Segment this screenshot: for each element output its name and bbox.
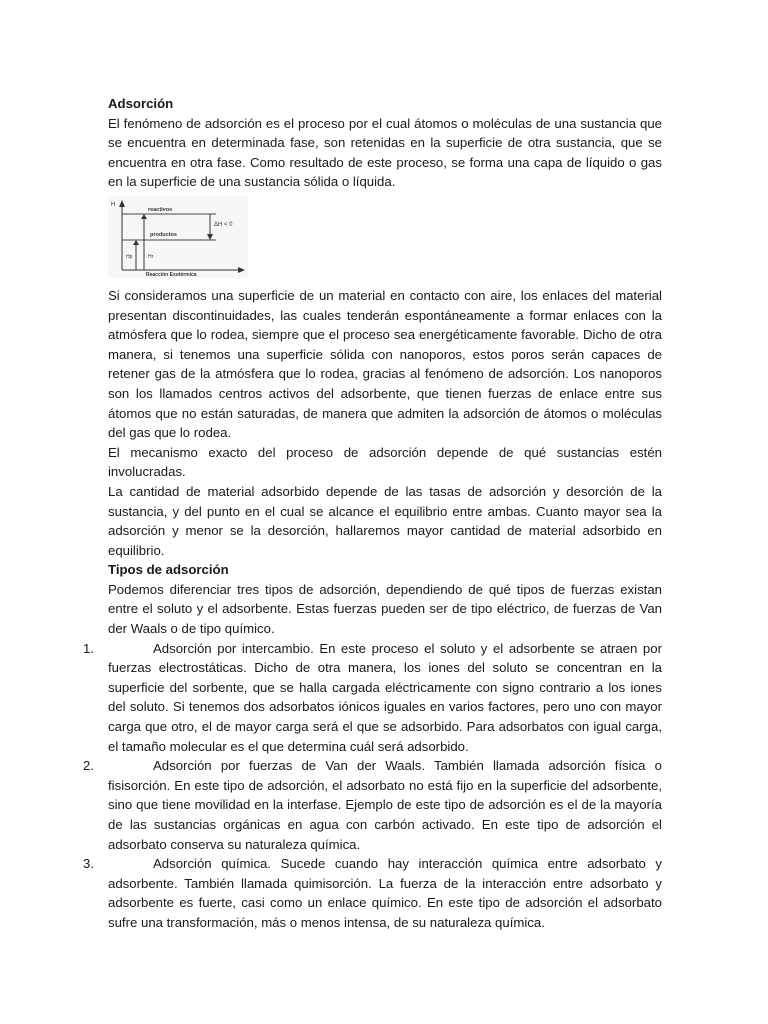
adsorption-types-list xyxy=(83,639,662,933)
document-page xyxy=(83,94,662,933)
list-item-number: 1. xyxy=(83,640,94,656)
list-item xyxy=(83,854,662,932)
list-item xyxy=(83,639,662,757)
section-heading-tipos: Tipos de adsorción xyxy=(108,562,229,578)
list-item-text: Adsorción por intercambio. En este proceso el soluto y el adsorbente se atraen por fuerzas electrostáticas. Dicho de otra manera, los iones del soluto se concentran en la superficie del sorbente, que se halla cargada eléctricamente con signo contrario a los iones del soluto. Si tenemos dos adsorbatos iónicos iguales en varios factores, pero uno con mayor carga que otro, el de mayor carga será el que se adsorbido. Para adsorbatos con igual carga, el tamaño molecular es el que determina cuál será adsorbido. xyxy=(108,640,662,754)
paragraph-types-intro: Podemos diferenciar tres tipos de adsorción, dependiendo de qué tipos de fuerzas existan entre el soluto y el adsorbente. Estas fuerzas pueden ser de tipo eléctrico, de fuerzas de Van der Waals o de tipo químico. xyxy=(108,581,662,637)
energy-diagram-svg xyxy=(108,196,248,278)
list-item-number: 3. xyxy=(83,856,94,872)
h-axis-label: H xyxy=(111,201,116,208)
diagram-caption: Reacción Exotérmica xyxy=(146,271,197,278)
reactivos-label: reactivos xyxy=(148,206,173,213)
paragraph-mechanism: El mecanismo exacto del proceso de adsorción depende de qué sustancias estén involucradas. xyxy=(108,444,662,480)
paragraph-intro: El fenómeno de adsorción es el proceso por el cual átomos o moléculas de una sustancia que se encuentra en determinada fase, son retenidas en la superficie de otra sustancia, que se encuentra en otra fase. Como resultado de este proceso, se forma una capa de líquido o gas en la superficie de una sustancia sólida o líquida. xyxy=(108,115,662,190)
list-item-number: 2. xyxy=(83,758,94,774)
paragraph-quantity: La cantidad de material adsorbido depende de las tasas de adsorción y desorción de la sustancia, y del punto en el cual se alcance el equilibrio entre ambas. Cuanto mayor sea la adsorción y menor se la desorción, hallaremos mayor cantidad de material adsorbido en equilibrio. xyxy=(108,483,662,558)
list-item-text: Adsorción por fuerzas de Van der Waals. También llamada adsorción física o fisisorción. En este tipo de adsorción, el adsorbato no está fijo en la superficie del adsorbente, sino que tiene movilidad en la interfase. Ejemplo de este tipo de adsorción es el de la mayoría de las sustancias orgánicas en agua con carbón activado. En este tipo de adsorción el adsorbato conserva su naturaleza química. xyxy=(108,758,662,852)
section-heading-adsorcion: Adsorción xyxy=(108,96,174,111)
list-item xyxy=(83,756,662,854)
delta-h-label: ΔH < 0 xyxy=(214,221,233,228)
hp-label: Hp xyxy=(126,253,133,260)
hr-label: Hr xyxy=(148,253,154,260)
exothermic-reaction-diagram xyxy=(108,196,248,278)
list-item-text: Adsorción química. Sucede cuando hay interacción química entre adsorbato y adsorbente. También llamada quimisorción. La fuerza de la interacción entre adsorbato y adsorbente es fuerte, casi como un enlace químico. En este tipo de adsorción el adsorbato sufre una transformación, más o menos intensa, de su naturaleza química. xyxy=(108,856,662,930)
productos-label: productos xyxy=(150,231,177,238)
paragraph-surface: Si consideramos una superficie de un material en contacto con aire, los enlaces del material presentan discontinuidades, las cuales tenderán espontáneamente a formar enlaces con la atmósfera que lo rodea, siempre que el proceso sea energéticamente favorable. Dicho de otra manera, si tenemos una superficie sólida con nanoporos, estos poros serán capaces de retener gas de la atmósfera que lo rodea, gracias al fenómeno de adsorción. Los nanoporos son los llamados centros activos del adsorbente, que tienen fuerzas de enlace entre sus átomos que no están saturadas, de manera que admiten la adsorción de átomos o moléculas del gas que lo rodea. xyxy=(108,287,662,441)
